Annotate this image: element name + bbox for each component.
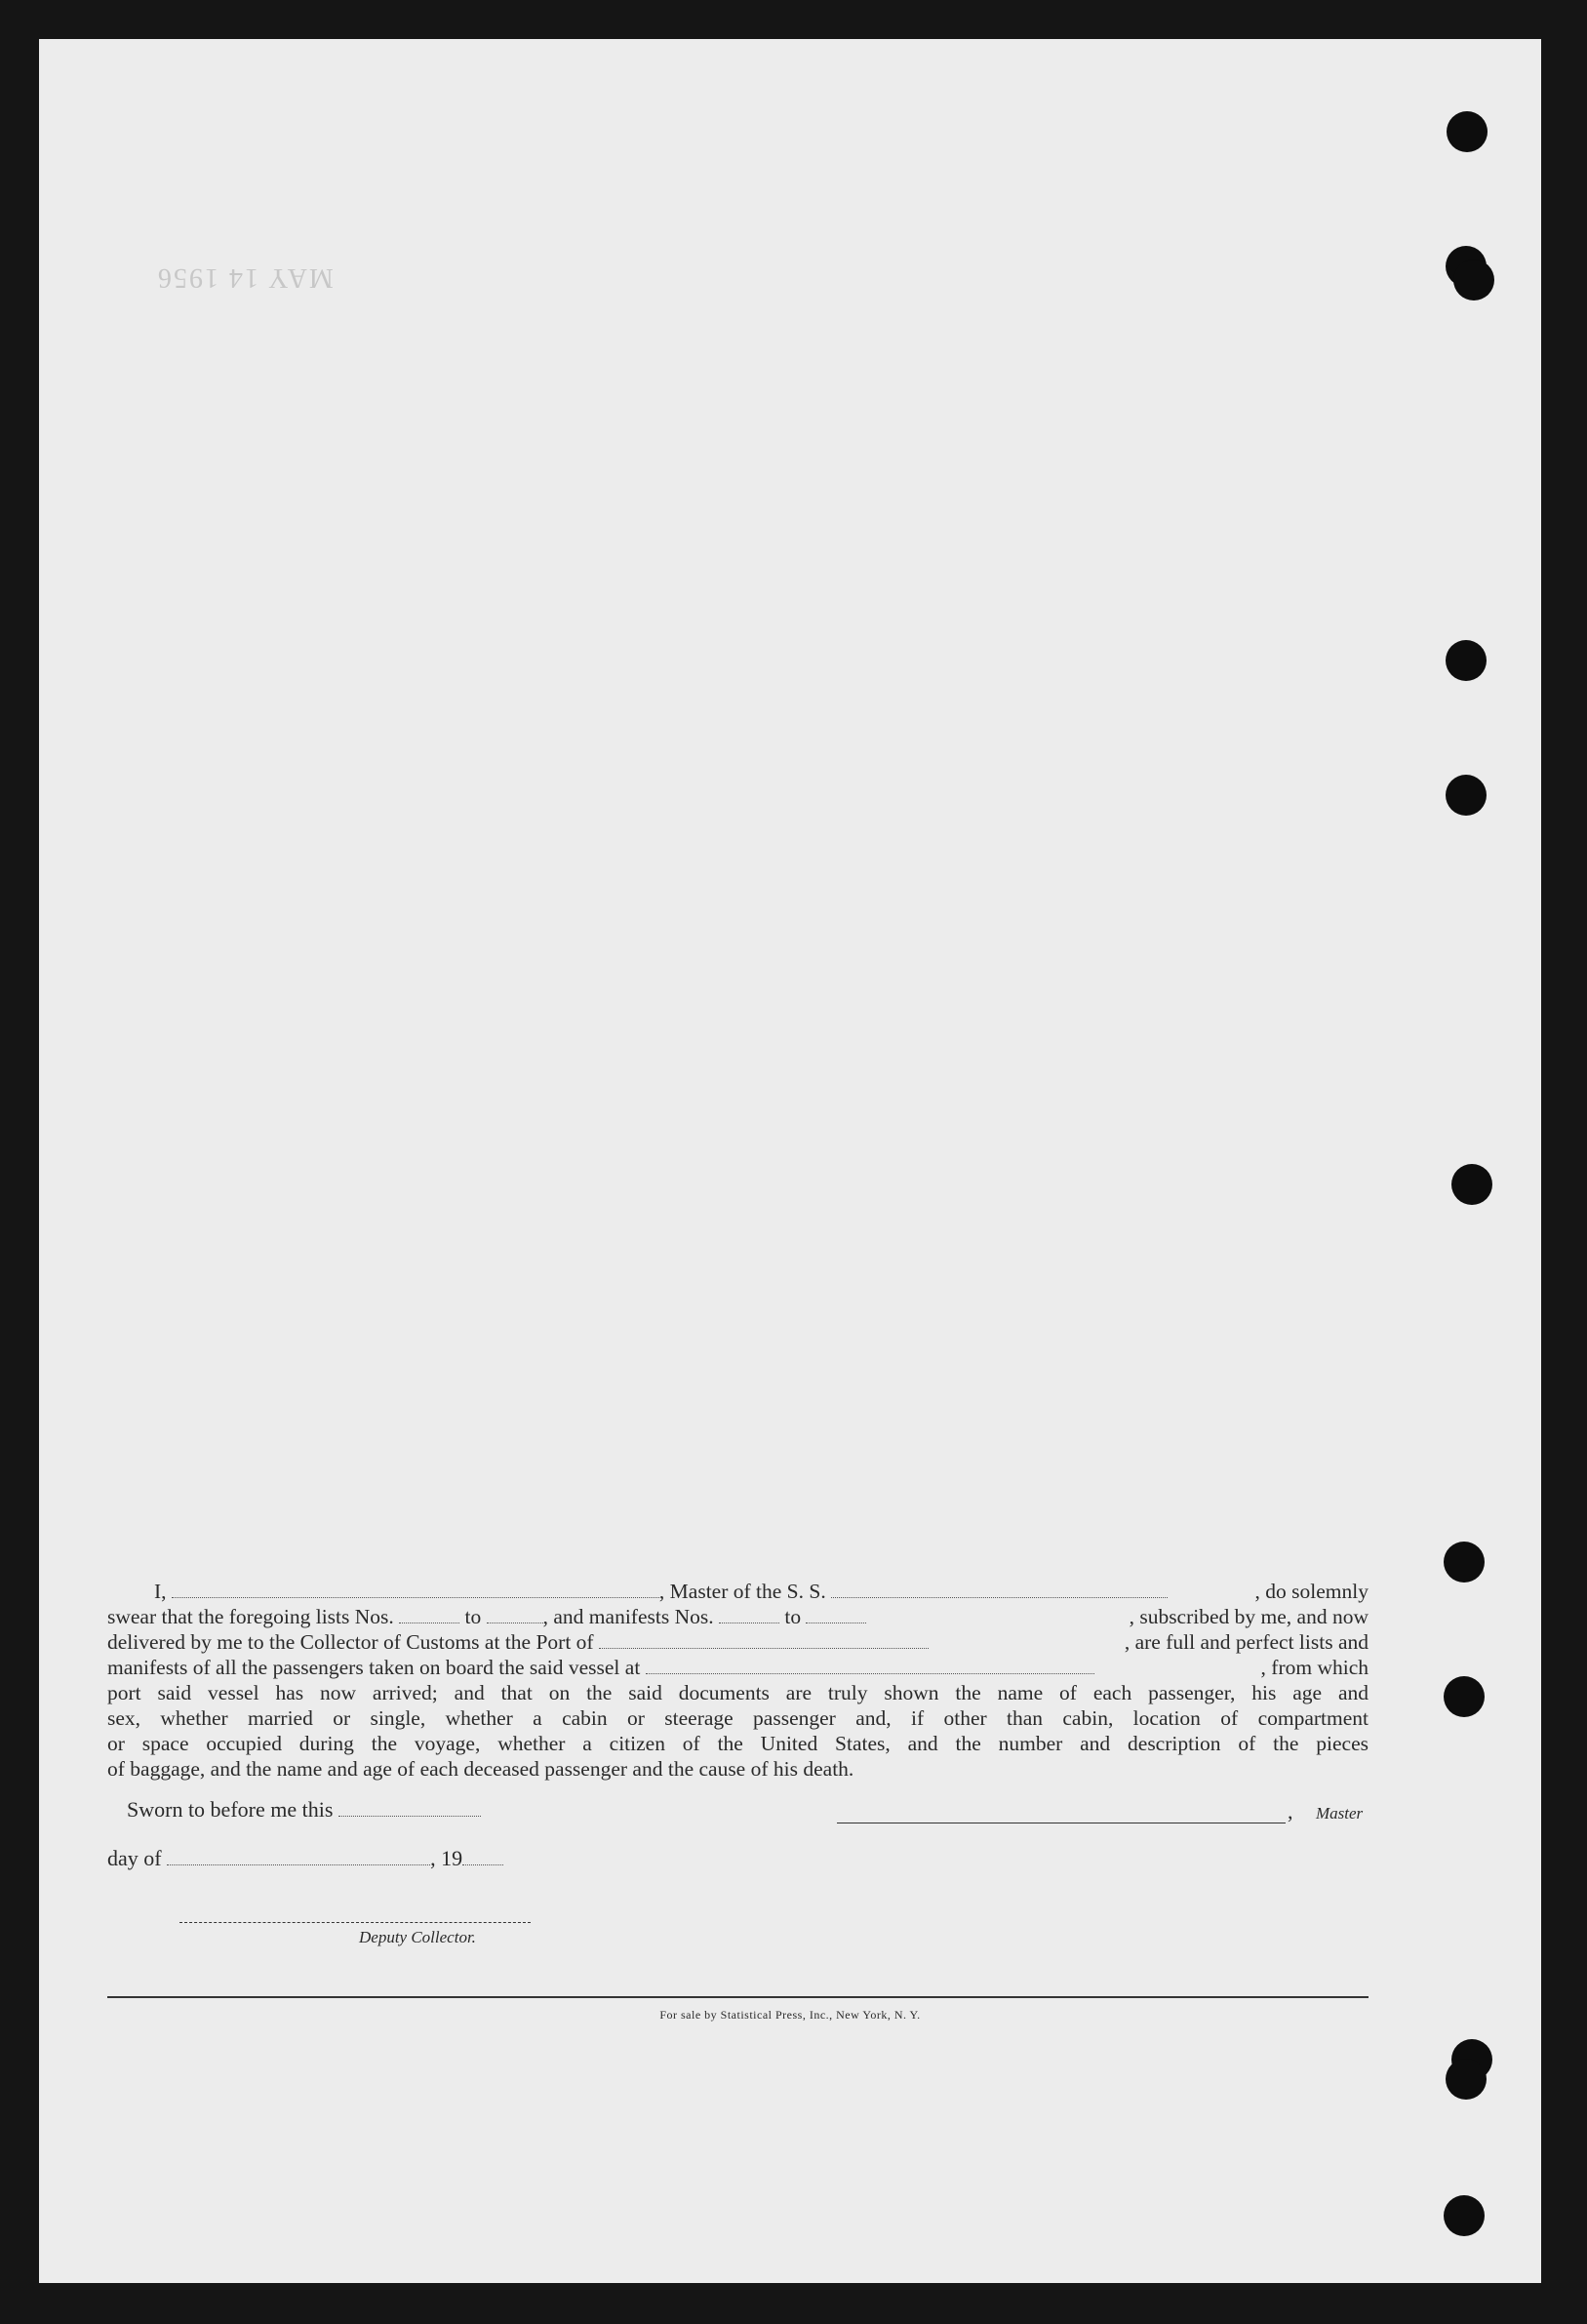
punch-hole xyxy=(1444,1542,1485,1583)
oath-delivered: delivered by me to the Collector of Customs at the Port of xyxy=(107,1630,594,1654)
master-comma: , xyxy=(1288,1799,1293,1823)
master-label: Master xyxy=(1316,1804,1364,1823)
oath-swear-lists: swear that the foregoing lists Nos. xyxy=(107,1605,394,1628)
sworn-row xyxy=(127,1797,481,1823)
oath-full-perfect: , are full and perfect lists and xyxy=(1124,1630,1369,1654)
oath-line-7: or space occupied during the voyage, whether a citizen of the United States, and the number and description of the pieces xyxy=(107,1732,1369,1755)
punch-hole xyxy=(1446,2059,1487,2100)
date-stamp: MAY 14 1956 xyxy=(156,262,334,293)
punch-hole xyxy=(1451,1164,1492,1205)
oath-master-ss: , Master of the S. S. xyxy=(658,1580,826,1603)
oath-from-which: , from which xyxy=(1260,1656,1369,1679)
embarkation-port-field[interactable] xyxy=(646,1658,1094,1674)
ship-name-field[interactable] xyxy=(831,1582,1168,1598)
punch-hole xyxy=(1444,2195,1485,2236)
oath-line-8: of baggage, and the name and age of each deceased passenger and the cause of his death. xyxy=(107,1757,854,1781)
punch-hole xyxy=(1444,1676,1485,1717)
lists-to-field[interactable] xyxy=(487,1607,543,1623)
oath-and-manifests: , and manifests Nos. xyxy=(542,1605,714,1628)
printer-imprint: For sale by Statistical Press, Inc., New York, N. Y. xyxy=(659,2008,921,2022)
punch-hole xyxy=(1447,111,1488,152)
day-row xyxy=(107,1846,503,1871)
port-field[interactable] xyxy=(599,1632,929,1649)
sworn-day-field[interactable] xyxy=(338,1800,481,1817)
punch-hole xyxy=(1446,775,1487,816)
oath-subscribed: , subscribed by me, and now xyxy=(1129,1605,1369,1628)
deputy-label: Deputy Collector. xyxy=(359,1928,476,1946)
deputy-signature-line[interactable] xyxy=(179,1922,531,1923)
oath-line-6: sex, whether married or single, whether a cabin or steerage passenger and, if other than cabin, location of compartment xyxy=(107,1706,1369,1730)
footer-rule xyxy=(107,1996,1369,1998)
oath-intro: I, xyxy=(154,1580,167,1603)
day-month-field[interactable] xyxy=(167,1849,430,1865)
punch-hole xyxy=(1453,260,1494,301)
master-suffix-row xyxy=(1288,1799,1363,1824)
form-page xyxy=(39,39,1541,2283)
oath-to-1: to xyxy=(464,1605,482,1628)
lists-from-field[interactable] xyxy=(399,1607,459,1623)
day-label: day of xyxy=(107,1846,162,1870)
oath-paragraph xyxy=(107,1579,1369,1782)
oath-to-2: to xyxy=(784,1605,802,1628)
manifests-to-field[interactable] xyxy=(806,1607,866,1623)
oath-line-5: port said vessel has now arrived; and that on the said documents are truly shown the name of each passenger, his age and xyxy=(107,1681,1369,1704)
punch-hole xyxy=(1446,640,1487,681)
master-name-field[interactable] xyxy=(172,1582,659,1598)
oath-do-solemnly: , do solemnly xyxy=(1254,1580,1369,1603)
year-field[interactable] xyxy=(462,1849,503,1865)
manifests-from-field[interactable] xyxy=(719,1607,779,1623)
sworn-label: Sworn to before me this xyxy=(127,1797,334,1822)
oath-manifests-all: manifests of all the passengers taken on board the said vessel at xyxy=(107,1656,641,1679)
year-prefix: , 19 xyxy=(430,1846,463,1870)
